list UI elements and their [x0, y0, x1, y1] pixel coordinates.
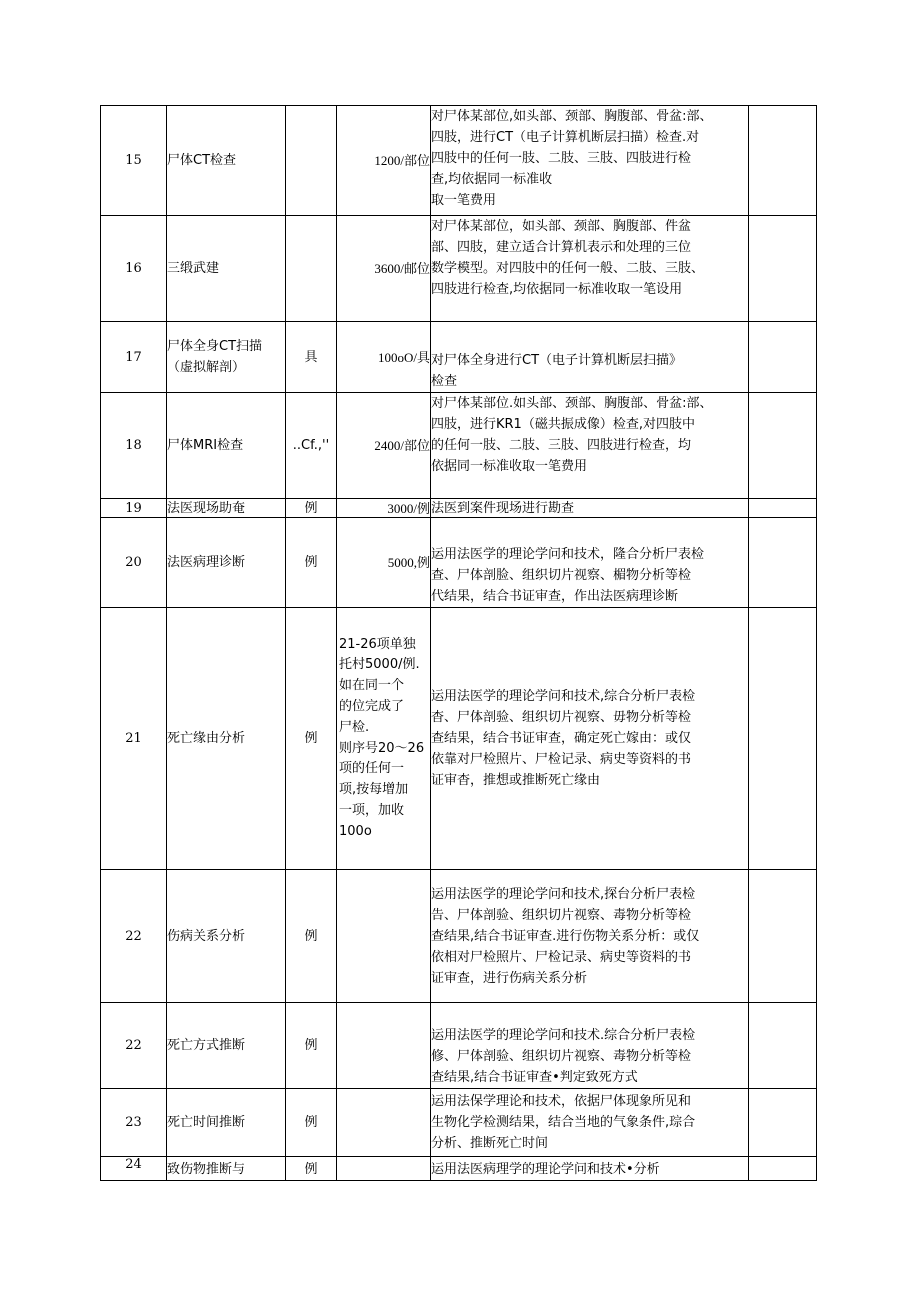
- item-number: 22: [101, 870, 167, 1003]
- item-remarks: [749, 216, 817, 322]
- item-price: 5000,例: [337, 518, 431, 608]
- item-number: 17: [101, 322, 167, 393]
- item-remarks: [749, 393, 817, 499]
- item-description: 法医到案件现场进行勘查: [431, 499, 749, 518]
- table-row: [101, 106, 817, 216]
- item-price: 3000/例: [337, 499, 431, 518]
- item-number: 16: [101, 216, 167, 322]
- item-name: 三缎武建: [167, 216, 286, 322]
- item-name: 尸体全身CT扫描 （虚拟解剖）: [167, 322, 286, 393]
- item-remarks: [749, 1003, 817, 1089]
- item-name: 法医现场助奄: [167, 499, 286, 518]
- item-remarks: [749, 499, 817, 518]
- item-number: 20: [101, 518, 167, 608]
- item-name: 伤病关系分析: [167, 870, 286, 1003]
- item-unit: 例: [286, 499, 337, 518]
- item-number: 24: [101, 1157, 167, 1181]
- item-name: 尸体MRI检查: [167, 393, 286, 499]
- item-name: 致伤物推断与: [167, 1157, 286, 1181]
- item-unit: 例: [286, 1089, 337, 1157]
- item-price: [337, 1157, 431, 1181]
- item-price: [337, 1003, 431, 1089]
- item-unit: 例: [286, 608, 337, 870]
- table-row: [101, 216, 817, 322]
- item-name: 死亡缘由分析: [167, 608, 286, 870]
- table-row: [101, 393, 817, 499]
- table-row: [101, 870, 817, 1003]
- table-row: [101, 1157, 817, 1181]
- table-row: [101, 518, 817, 608]
- item-name: 死亡时间推断: [167, 1089, 286, 1157]
- item-unit: 例: [286, 870, 337, 1003]
- item-name: 法医病理诊断: [167, 518, 286, 608]
- item-description: 运用法保学理论和技术，依据尸体现象所见和 生物化学检测结果，结合当地的气象条件,琮合 分析、推断死亡时间: [431, 1089, 749, 1157]
- item-description: 运用法医学的理论学问和技术.综合分析尸表检 修、尸体剖验、组织切片视察、毒物分析等检 查结果,结合书证审查•判定致死方式: [431, 1003, 749, 1089]
- item-remarks: [749, 1157, 817, 1181]
- item-unit: 例: [286, 1157, 337, 1181]
- item-unit: 例: [286, 518, 337, 608]
- item-description: 对尸体全身进行CT（电子计算机断层扫描》 检查: [431, 322, 749, 393]
- item-description: 运用法医学的理论学问和技术,探台分析尸表检 告、尸体剖验、组织切片视察、毒物分析等检 查结果,结合书证审查.进行伤物关系分析：或仅 依相对尸检照片、尸检记录、病史等资料的书 证审查，进行伤病关系分析: [431, 870, 749, 1003]
- table-row: [101, 1089, 817, 1157]
- item-remarks: [749, 518, 817, 608]
- item-price: 2400/部位: [337, 393, 431, 499]
- table-row: [101, 1003, 817, 1089]
- item-price: [337, 1089, 431, 1157]
- item-remarks: [749, 608, 817, 870]
- item-unit: 例: [286, 1003, 337, 1089]
- item-price-note: 21-26项单独 托村5000/例. 如在同一个 的位完成了 尸检. 则序号20～26 项的任何一 项,按每增加 一项，加收 100o: [337, 608, 431, 870]
- item-unit: [286, 216, 337, 322]
- item-price: 1200/部位: [337, 106, 431, 216]
- item-name: 死亡方式推断: [167, 1003, 286, 1089]
- item-unit: [286, 106, 337, 216]
- item-remarks: [749, 322, 817, 393]
- table-row: [101, 322, 817, 393]
- item-number: 23: [101, 1089, 167, 1157]
- item-unit: ..Cf.,'': [286, 393, 337, 499]
- item-remarks: [749, 1089, 817, 1157]
- item-unit: 具: [286, 322, 337, 393]
- item-price: 3600/邮位: [337, 216, 431, 322]
- item-remarks: [749, 870, 817, 1003]
- item-number: 19: [101, 499, 167, 518]
- table-row: [101, 499, 817, 518]
- item-description: 对尸体某部位,如头部、颈部、胸腹部、骨盆:部、 四肢，进行CT（电子计算机断层扫描）检查.对 四肢中的任何一肢、二肢、三肢、四肢进行检 查,均依据同一标准收 取一笔费用: [431, 106, 749, 216]
- item-price: [337, 870, 431, 1003]
- item-description: 对尸体某部位，如头部、颈部、胸腹部、件盆 部、四肢，建立适合计算机表示和处理的三位 数学模型。对四肢中的任何一般、二肢、三肢、 四肢进行检查,均依据同一标准收取一笔设用: [431, 216, 749, 322]
- item-number: 21: [101, 608, 167, 870]
- fee-table: [100, 105, 817, 1181]
- item-price: 100oO/具: [337, 322, 431, 393]
- table-row: [101, 608, 817, 870]
- item-description: 运用法医学的理论学问和技术,综合分析尸表检 杳、尸体剖验、组织切片视察、毋物分析等检 查结果，结合书证审查，确定死亡嫁由：或仅 依靠对尸检照片、尸检记录、病史等资料的书 证审杳，推想或推断死亡缘由: [431, 608, 749, 870]
- item-number: 15: [101, 106, 167, 216]
- item-number: 18: [101, 393, 167, 499]
- item-description: 运用法医病理学的理论学问和技术•分析: [431, 1157, 749, 1181]
- item-description: 对尸体某部位.如头部、颈部、胸腹部、骨盆:部、 四肢，进行KR1（磁共振成像）检查,对四肢中 的任何一肢、二肢、三肢、四肢进行检查，均 依据同一标准收取一笔费用: [431, 393, 749, 499]
- item-name: 尸体CT检查: [167, 106, 286, 216]
- item-description: 运用法医学的理论学问和技术，隆合分析尸表检 查、尸体剖脸、组织切片视察、楣物分析等检 代结果，结合书证审查，作出法医病理诊断: [431, 518, 749, 608]
- item-number: 22: [101, 1003, 167, 1089]
- item-remarks: [749, 106, 817, 216]
